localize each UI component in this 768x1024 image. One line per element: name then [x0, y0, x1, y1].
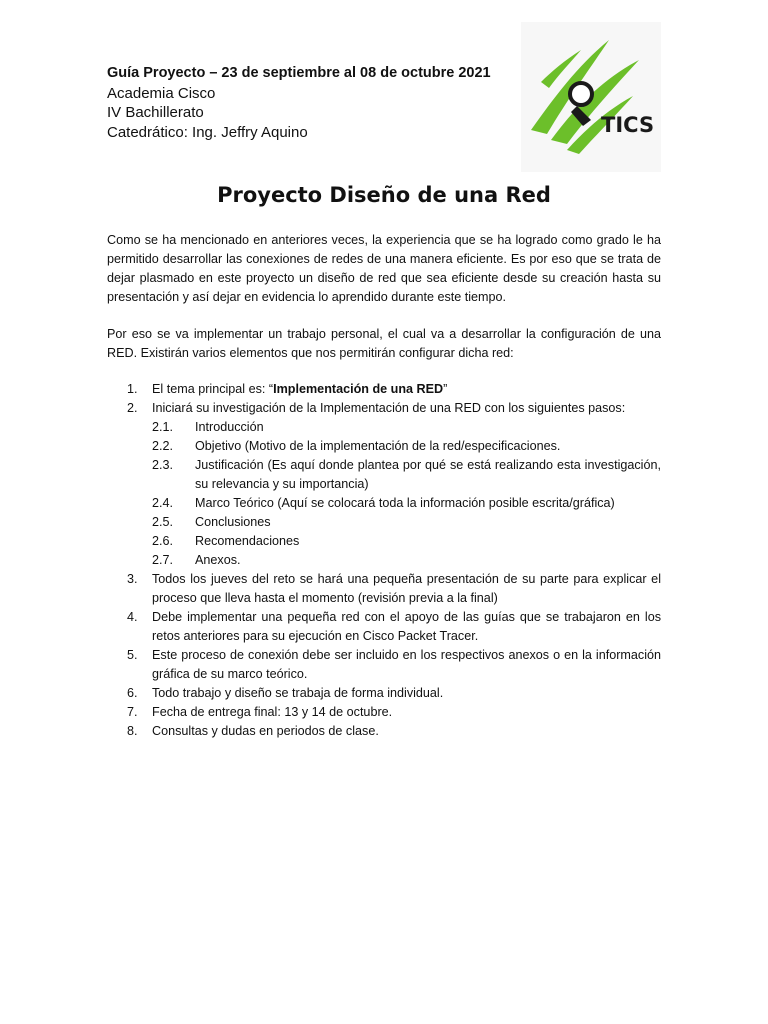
sublist-number: 2.5.: [152, 515, 174, 529]
header-academy: Academia Cisco: [107, 84, 216, 102]
sublist-item: [152, 513, 661, 532]
header-grade: IV Bachillerato: [107, 104, 204, 121]
sublist-number: 2.7.: [152, 553, 174, 567]
svg-text:TICS: TICS: [601, 113, 655, 137]
sublist-item: [152, 456, 661, 494]
sublist-item-text: Objetivo (Motivo de la implementación de la red/especificaciones.: [195, 439, 561, 453]
sublist-item: [152, 437, 661, 456]
header-guide-title: Guía Proyecto – 23 de septiembre al 08 de octubre 2021: [107, 65, 491, 81]
list-number: 5.: [127, 648, 138, 662]
list-item: [107, 722, 661, 741]
sublist-number: 2.1.: [152, 420, 174, 434]
sublist-item-text: Introducción: [195, 420, 264, 434]
sublist-item-text: Anexos.: [195, 553, 241, 567]
list-number: 4.: [127, 610, 138, 624]
list-item-text: Debe implementar una pequeña red con el apoyo de las guías que se trabajaron en los retos anteriores para su ejecución en Cisco Packet Tracer.: [152, 610, 661, 643]
list-item: [107, 646, 661, 684]
list-item-text: Este proceso de conexión debe ser incluido en los respectivos anexos o en la información gráfica de su marco teórico.: [152, 648, 661, 681]
sublist-number: 2.3.: [152, 458, 174, 472]
purpose-paragraph: Por eso se va implementar un trabajo personal, el cual va a desarrollar la configuración de una RED. Existirán varios elementos que nos permitirán configurar dicha red:: [107, 327, 661, 360]
header-teacher: Catedrático: Ing. Jeffry Aquino: [107, 123, 308, 141]
intro-paragraph: Como se ha mencionado en anteriores veces, la experiencia que se ha logrado como grado le ha permitido desarrollar las conexiones de redes de una manera eficiente. Es por eso que se trata de dejar plasmado en este proyecto un diseño de red que sea eficiente desde su creación hasta su presentación y así dejar en evidencia lo aprendido durante este tiempo.: [107, 233, 661, 304]
sublist-item: [152, 551, 661, 570]
list-item: [107, 380, 661, 399]
sublist-item: [152, 532, 661, 551]
list-number: 1.: [127, 382, 138, 396]
steps-sublist: [152, 418, 661, 570]
list-item-text: Iniciará su investigación de la Implementación de una RED con los siguientes pasos:: [152, 401, 626, 415]
list-item-text: Fecha de entrega final: 13 y 14 de octubre.: [152, 705, 393, 719]
list-item-text: Todos los jueves del reto se hará una pequeña presentación de su parte para explicar el proceso que lleva hasta el momento (revisión previa a la final): [152, 572, 661, 605]
list-number: 8.: [127, 724, 138, 738]
list-item: [107, 608, 661, 646]
list-item: [107, 399, 661, 570]
sublist-item-text: Conclusiones: [195, 515, 271, 529]
list-number: 2.: [127, 401, 138, 415]
sublist-item: [152, 494, 661, 513]
sublist-item-text: Marco Teórico (Aquí se colocará toda la información posible escrita/gráfica): [195, 496, 615, 510]
list-item: [107, 570, 661, 608]
list-number: 6.: [127, 686, 138, 700]
page-title: Proyecto Diseño de una Red: [217, 183, 551, 207]
list-item: [107, 703, 661, 722]
sublist-number: 2.4.: [152, 496, 174, 510]
requirements-list: [107, 380, 661, 741]
list-item-text: Todo trabajo y diseño se trabaja de forma individual.: [152, 686, 444, 700]
sublist-item-text: Recomendaciones: [195, 534, 300, 548]
sublist-number: 2.2.: [152, 439, 174, 453]
tics-logo: [521, 22, 661, 172]
list-number: 7.: [127, 705, 138, 719]
list-item-text-prefix: El tema principal es: “: [152, 382, 274, 396]
sublist-number: 2.6.: [152, 534, 174, 548]
list-item-text-suffix: ”: [443, 382, 448, 396]
list-number: 3.: [127, 572, 138, 586]
list-item-text: Consultas y dudas en periodos de clase.: [152, 724, 379, 738]
topic-emphasis: Implementación de una RED: [273, 382, 444, 396]
sublist-item: [152, 418, 661, 437]
list-item: [107, 684, 661, 703]
document-header: [107, 64, 527, 142]
sublist-item-text: Justificación (Es aquí donde plantea por qué se está realizando esta investigación, su relevancia y su importancia): [195, 458, 661, 491]
